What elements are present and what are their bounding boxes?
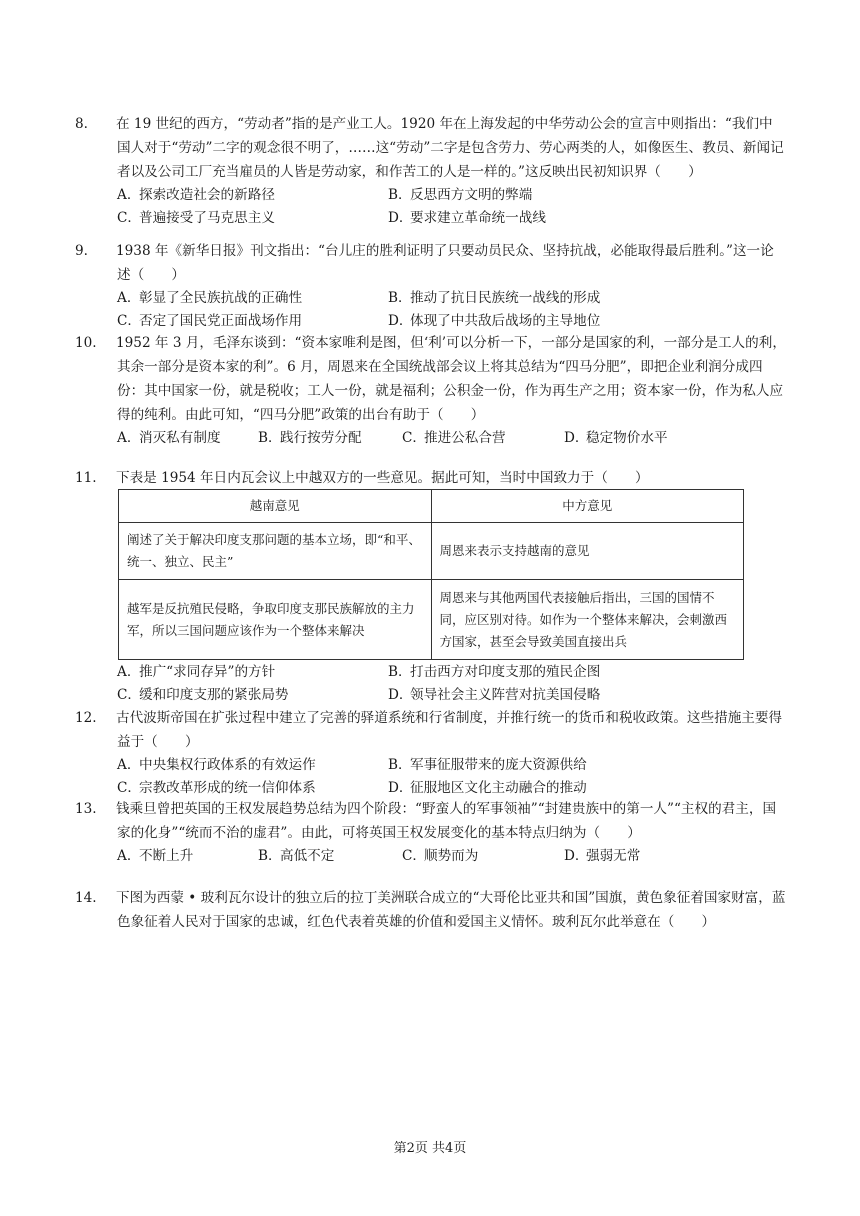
option-text: 否定了国民党正面战场作用 [139, 313, 303, 329]
option-text: 推进公私合营 [424, 430, 506, 446]
option-row [96, 754, 786, 777]
question-text: 下表是 1954 年日内瓦会议上中越双方的一些意见。据此可知，当时中国致力于（ ） [116, 470, 649, 486]
option-a[interactable] [117, 184, 275, 207]
option-letter: A． [117, 187, 141, 203]
question-11-options [96, 661, 786, 707]
question-11 [75, 466, 786, 490]
option-letter: B． [258, 430, 282, 446]
option-d[interactable] [564, 427, 668, 450]
table-row [119, 580, 744, 660]
question-14 [75, 886, 786, 934]
question-stem [75, 886, 786, 934]
question-stem [75, 706, 786, 754]
option-text: 推动了抗日民族统一战线的形成 [410, 290, 601, 306]
option-text: 推广“求同存异”的方针 [139, 664, 276, 680]
option-text: 不断上升 [139, 848, 194, 864]
option-text: 践行按劳分配 [280, 430, 362, 446]
option-letter: A． [117, 430, 141, 446]
table-cell: 越军是反抗殖民侵略，争取印度支那民族解放的主力军，所以三国问题应该作为一个整体来解决 [119, 580, 432, 660]
option-c[interactable] [117, 207, 275, 230]
option-text: 彰显了全民族抗战的正确性 [139, 290, 303, 306]
option-letter: C． [117, 313, 141, 329]
option-letter: D． [388, 210, 413, 226]
option-row [96, 661, 786, 684]
option-b[interactable] [388, 661, 600, 684]
question-stem [75, 331, 786, 427]
opinion-table [118, 489, 744, 660]
table-header: 越南意见 [119, 490, 432, 523]
question-9 [75, 239, 786, 333]
option-letter: D． [388, 687, 413, 703]
option-row [96, 684, 786, 707]
question-number: 8. [75, 116, 88, 132]
question-text: 1952 年 3 月，毛泽东谈到：“资本家唯利是图，但‘利’可以分析一下，一部分是国家的利，一部分是工人的利，其余一部分是资本家的利”。6 月，周恩来在全国统战部会议上将其总结为“四马分肥”，即把企业利润分成四份：其中国家一份，就是税收；工人一份，就是福利；公积金一份，作为再生产之用；资本家一份，作为私人应得的纯利。由此可知，“四马分肥”政策的出台有助于（ ） [116, 335, 786, 423]
question-stem [75, 112, 786, 184]
option-text: 征服地区文化主动融合的推动 [410, 780, 587, 796]
question-number: 12. [75, 710, 97, 726]
option-letter: A． [117, 664, 141, 680]
question-number: 14. [75, 890, 97, 906]
question-12 [75, 706, 786, 800]
option-letter: D． [564, 430, 589, 446]
question-8 [75, 112, 786, 230]
option-a[interactable] [117, 287, 302, 310]
option-text: 稳定物价水平 [586, 430, 668, 446]
table-cell: 阐述了关于解决印度支那问题的基本立场，即“和平、统一、独立、民主” [119, 523, 432, 580]
question-stem [75, 239, 786, 287]
option-text: 强弱无常 [586, 848, 641, 864]
table-cell: 周恩来表示支持越南的意见 [431, 523, 744, 580]
option-letter: C． [117, 687, 141, 703]
option-letter: A． [117, 848, 141, 864]
option-row [96, 427, 786, 450]
option-row [96, 207, 786, 230]
table-cell: 周恩来与其他两国代表接触后指出，三国的国情不同，应区别对待。如作为一个整体来解决，会刺激西方国家，甚至会导致美国直接出兵 [431, 580, 744, 660]
option-text: 探索改造社会的新路径 [139, 187, 275, 203]
option-text: 要求建立革命统一战线 [410, 210, 546, 226]
question-10 [75, 331, 786, 450]
option-letter: B． [388, 757, 412, 773]
option-letter: A． [117, 290, 141, 306]
option-letter: D． [388, 780, 413, 796]
option-text: 消灭私有制度 [139, 430, 221, 446]
option-letter: B． [258, 848, 282, 864]
question-text: 钱乘旦曾把英国的王权发展趋势总结为四个阶段：“野蛮人的军事领袖”“封建贵族中的第一人”“主权的君主，国家的化身”“统而不治的虚君”。由此，可将英国王权发展变化的基本特点归纳为（ ） [116, 801, 777, 841]
option-row [96, 310, 786, 333]
option-letter: B． [388, 187, 412, 203]
question-number: 9. [75, 243, 88, 259]
question-text: 在 19 世纪的西方，“劳动者”指的是产业工人。1920 年在上海发起的中华劳动公会的宣言中则指出：“我们中国人对于“劳动”二字的观念很不明了，……这“劳动”二字是包含劳力、劳心两类的人，如像医生、教员、新闻记者以及公司工厂充当雇员的人皆是劳动家，和作苦工的人是一样的。”这反映出民初知识界（ ） [116, 116, 784, 180]
table-row [119, 523, 744, 580]
option-row [96, 845, 786, 868]
question-text: 古代波斯帝国在扩张过程中建立了完善的驿道系统和行省制度，并推行统一的货币和税收政策。这些措施主要得益于（ ） [116, 710, 783, 750]
option-letter: C． [117, 780, 141, 796]
question-stem [75, 466, 786, 490]
table-header-row [119, 490, 744, 523]
option-b[interactable] [388, 287, 600, 310]
option-text: 普遍接受了马克思主义 [139, 210, 275, 226]
option-text: 高低不定 [280, 848, 335, 864]
option-text: 领导社会主义阵营对抗美国侵略 [410, 687, 601, 703]
question-number: 11. [75, 470, 97, 486]
option-d[interactable] [388, 207, 546, 230]
option-text: 顺势而为 [424, 848, 479, 864]
question-text: 1938 年《新华日报》刊文指出：“台儿庄的胜利证明了只要动员民众、坚持抗战，必能取得最后胜利。”这一论述（ ） [116, 243, 774, 283]
table-header: 中方意见 [431, 490, 744, 523]
option-d[interactable] [388, 684, 600, 707]
question-number: 10. [75, 335, 97, 351]
option-a[interactable] [117, 845, 193, 868]
option-letter: B． [388, 664, 412, 680]
option-b[interactable] [258, 845, 334, 868]
option-letter: D． [564, 848, 589, 864]
option-text: 军事征服带来的庞大资源供给 [410, 757, 587, 773]
option-row [96, 184, 786, 207]
option-letter: A． [117, 757, 141, 773]
question-13 [75, 797, 786, 868]
option-text: 体现了中共敌后战场的主导地位 [410, 313, 601, 329]
question-text: 下图为西蒙 • 玻利瓦尔设计的独立后的拉丁美洲联合成立的“大哥伦比亚共和国”国旗，黄色象征着国家财富，蓝色象征着人民对于国家的忠诚，红色代表着英雄的价值和爱国主义情怀。玻利瓦尔此举意在（ ） [116, 890, 786, 930]
option-text: 打击西方对印度支那的殖民企图 [410, 664, 601, 680]
page-footer: 第2页 共4页 [393, 1141, 467, 1156]
option-d[interactable] [388, 310, 600, 333]
option-text: 缓和印度支那的紧张局势 [139, 687, 289, 703]
option-letter: C． [402, 848, 426, 864]
question-stem [75, 797, 786, 845]
option-text: 宗教改革形成的统一信仰体系 [139, 780, 316, 796]
option-a[interactable] [117, 754, 316, 777]
option-b[interactable] [258, 427, 362, 450]
option-row [96, 287, 786, 310]
option-letter: C． [117, 210, 141, 226]
option-a[interactable] [117, 427, 221, 450]
option-text: 反思西方文明的弊端 [410, 187, 533, 203]
option-c[interactable] [117, 310, 302, 333]
option-c[interactable] [402, 845, 478, 868]
question-number: 13. [75, 801, 97, 817]
option-d[interactable] [564, 845, 640, 868]
option-a[interactable] [117, 661, 275, 684]
option-c[interactable] [117, 684, 289, 707]
option-letter: D． [388, 313, 413, 329]
option-letter: C． [402, 430, 426, 446]
option-letter: B． [388, 290, 412, 306]
option-text: 中央集权行政体系的有效运作 [139, 757, 316, 773]
option-c[interactable] [402, 427, 506, 450]
option-b[interactable] [388, 754, 587, 777]
option-b[interactable] [388, 184, 532, 207]
